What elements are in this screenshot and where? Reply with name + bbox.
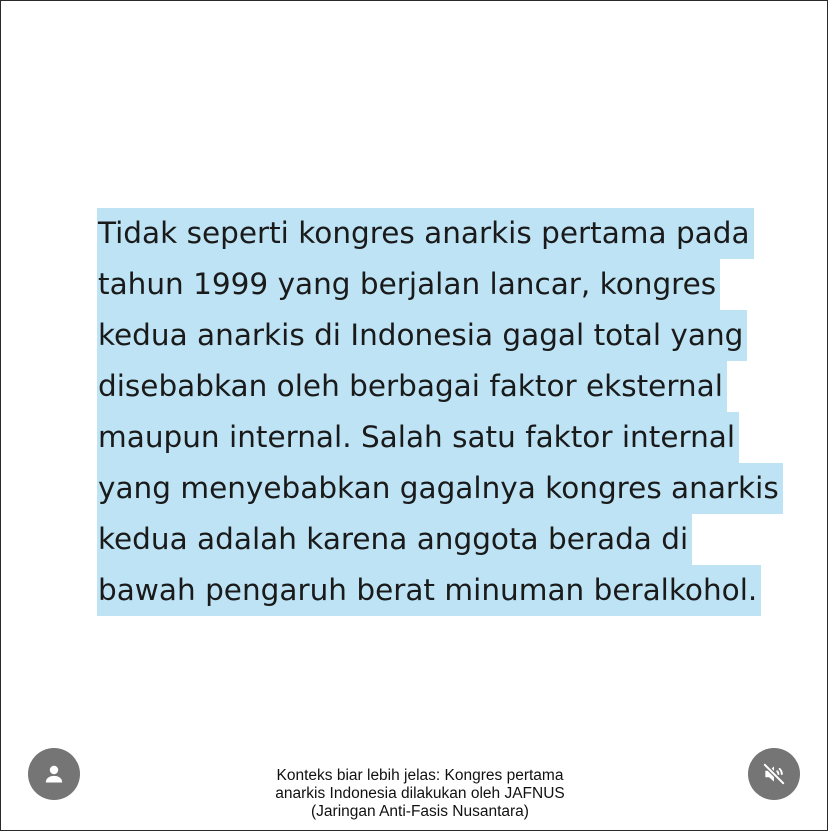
- caption: [228, 767, 612, 821]
- post-image: [1, 1, 828, 832]
- caption-line: anarkis Indonesia dilakukan oleh JAFNUS: [275, 785, 565, 802]
- quote-line: kedua adalah karena anggota berada di: [97, 514, 757, 565]
- quote-line: tahun 1999 yang berjalan lancar, kongres: [97, 259, 757, 310]
- person-icon: [42, 762, 66, 786]
- caption-line: Konteks biar lebih jelas: Kongres pertama: [276, 767, 564, 784]
- mute-toggle-button[interactable]: [748, 748, 800, 800]
- caption-line: (Jaringan Anti-Fasis Nusantara): [311, 803, 529, 820]
- quote-line: disebabkan oleh berbagai faktor eksternal: [97, 361, 757, 412]
- speaker-muted-icon: [761, 761, 787, 787]
- highlighted-quote: [97, 208, 779, 616]
- quote-line: yang menyebabkan gagalnya kongres anarkis: [97, 463, 757, 514]
- quote-line: Tidak seperti kongres anarkis pertama pada: [97, 208, 757, 259]
- quote-line: maupun internal. Salah satu faktor internal: [97, 412, 757, 463]
- quote-line: kedua anarkis di Indonesia gagal total yang: [97, 310, 757, 361]
- quote-line: bawah pengaruh berat minuman beralkohol.: [97, 565, 757, 616]
- profile-button[interactable]: [28, 748, 80, 800]
